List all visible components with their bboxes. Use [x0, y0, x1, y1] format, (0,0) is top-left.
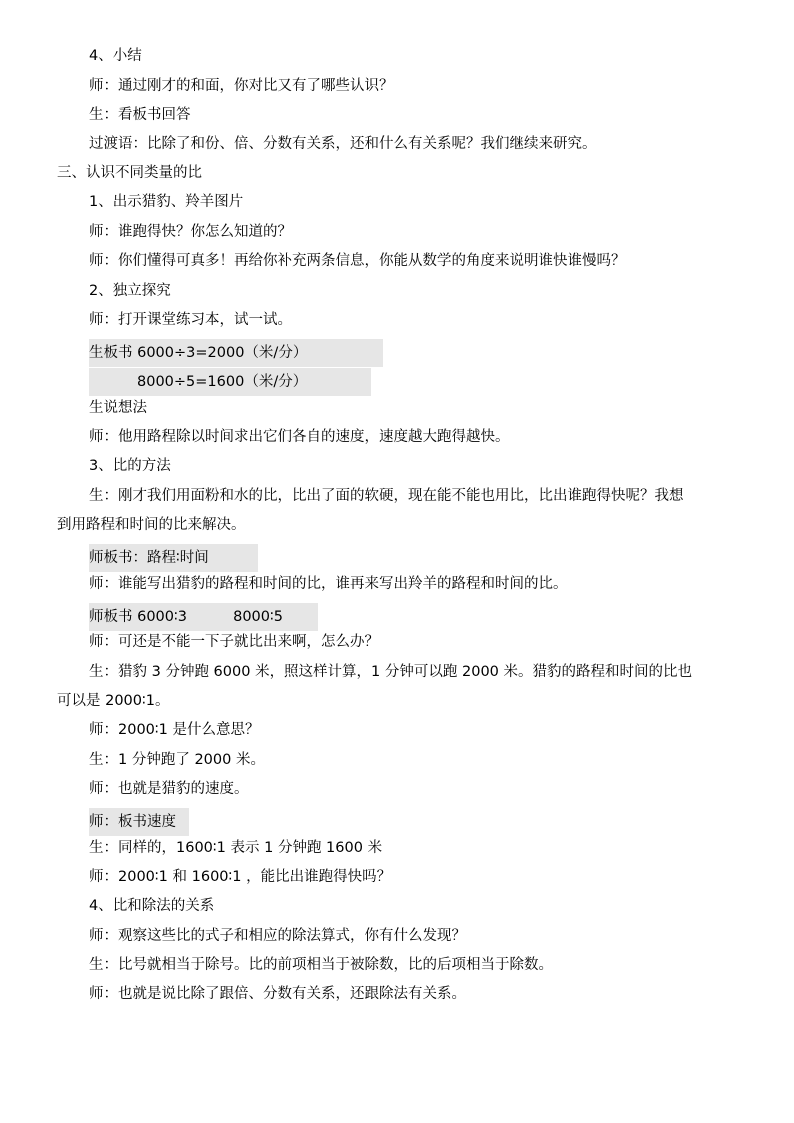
- text-line: 师：观察这些比的式子和相应的除法算式，你有什么发现？: [89, 928, 466, 944]
- board-writing: 师板书 6000∶3 8000∶5: [89, 603, 318, 631]
- text-line: 生：看板书回答: [89, 107, 191, 123]
- text-line: 过渡语：比除了和份、倍、分数有关系，还和什么有关系呢？我们继续来研究。: [89, 136, 597, 152]
- text-line: 生：1 分钟跑了 2000 米。: [89, 752, 265, 768]
- text-line: 可以是 2000∶1。: [57, 693, 170, 709]
- text-line: 生：猎豹 3 分钟跑 6000 米，照这样计算，1 分钟可以跑 2000 米。猎豹的路程和时间的比也: [89, 664, 693, 680]
- text-line: 到用路程和时间的比来解决。: [57, 517, 246, 533]
- board-writing: 师：板书速度: [89, 808, 189, 836]
- text-line: 师：也就是猎豹的速度。: [89, 781, 249, 797]
- highlighted-line: [89, 544, 258, 572]
- text-line: 生：比号就相当于除号。比的前项相当于被除数，比的后项相当于除数。: [89, 957, 553, 973]
- text-line: 师：也就是说比除了跟倍、分数有关系，还跟除法有关系。: [89, 986, 466, 1002]
- board-writing: 8000÷5=1600（米/分）: [89, 368, 371, 396]
- text-line: 师：可还是不能一下子就比出来啊，怎么办？: [89, 634, 379, 650]
- text-line: 师：谁跑得快？你怎么知道的？: [89, 224, 292, 240]
- highlighted-line: [89, 339, 383, 367]
- highlighted-line: [89, 368, 371, 396]
- text-line: 师：通过刚才的和面，你对比又有了哪些认识？: [89, 78, 394, 94]
- text-line: 生说想法: [89, 400, 147, 416]
- text-line: 生：同样的，1600∶1 表示 1 分钟跑 1600 米: [89, 840, 383, 856]
- text-line: 生：刚才我们用面粉和水的比，比出了面的软硬，现在能不能也用比，比出谁跑得快呢？我想: [89, 488, 684, 504]
- text-line: 师：谁能写出猎豹的路程和时间的比，谁再来写出羚羊的路程和时间的比。: [89, 576, 568, 592]
- subheading: 2、独立探究: [89, 283, 171, 299]
- text-line: 师：你们懂得可真多！再给你补充两条信息，你能从数学的角度来说明谁快谁慢吗？: [89, 253, 626, 269]
- highlighted-line: [89, 808, 189, 836]
- text-line: 师：2000∶1 是什么意思？: [89, 722, 260, 738]
- text-line: 师：2000∶1 和 1600∶1 ，能比出谁跑得快吗？: [89, 869, 392, 885]
- heading-summary: 4、小结: [89, 48, 142, 64]
- subheading: 3、比的方法: [89, 458, 171, 474]
- subheading: 4、比和除法的关系: [89, 898, 215, 914]
- section-heading: 三、认识不同类量的比: [57, 165, 202, 181]
- highlighted-line: [89, 603, 318, 631]
- text-line: 师：他用路程除以时间求出它们各自的速度，速度越大跑得越快。: [89, 429, 510, 445]
- text-line: 师：打开课堂练习本，试一试。: [89, 312, 292, 328]
- board-writing: 生板书 6000÷3=2000（米/分）: [89, 339, 383, 367]
- board-writing: 师板书：路程∶时间: [89, 544, 258, 572]
- subheading: 1、出示猎豹、羚羊图片: [89, 194, 244, 210]
